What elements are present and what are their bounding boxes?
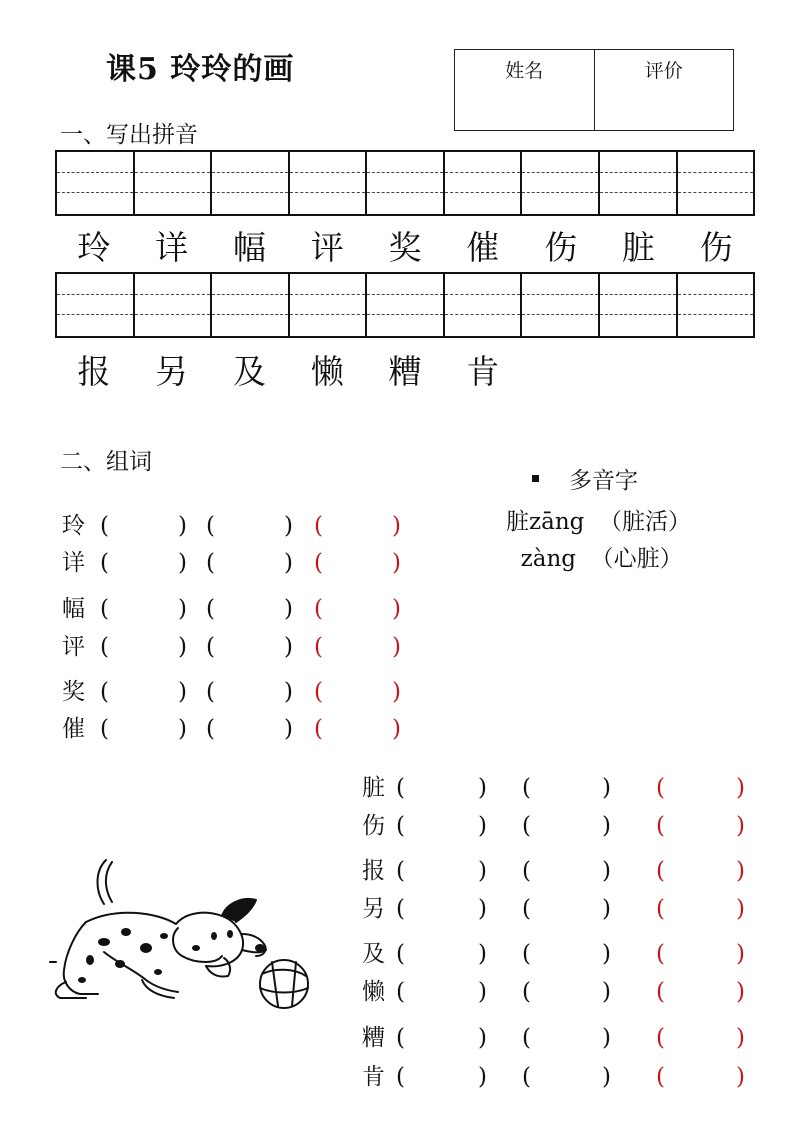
answer-paren-close-1: ) bbox=[178, 679, 187, 705]
answer-paren-close-3: ) bbox=[736, 775, 745, 801]
pinyin-target-char: 伤 bbox=[544, 228, 578, 267]
answer-blank[interactable] bbox=[324, 546, 392, 580]
empty-char-slot bbox=[599, 350, 677, 394]
answer-paren-open-3: ( bbox=[314, 513, 323, 539]
answer-paren-open-2: ( bbox=[206, 716, 215, 742]
answer-paren-open-1: ( bbox=[396, 979, 405, 1005]
word-formation-row bbox=[362, 809, 762, 843]
answer-paren-open-2: ( bbox=[206, 634, 215, 660]
word-formation-row bbox=[362, 771, 762, 805]
answer-paren-close-3: ) bbox=[736, 896, 745, 922]
answer-paren-open-3: ( bbox=[656, 979, 665, 1005]
empty-char-slot bbox=[522, 350, 600, 394]
answer-paren-close-1: ) bbox=[178, 716, 187, 742]
word-char: 及 bbox=[362, 941, 385, 967]
answer-blank[interactable] bbox=[666, 975, 736, 1009]
answer-paren-open-1: ( bbox=[100, 596, 109, 622]
answer-paren-open-1: ( bbox=[396, 1025, 405, 1051]
word-char: 幅 bbox=[62, 596, 85, 622]
word-char: 玲 bbox=[62, 513, 85, 539]
answer-blank[interactable] bbox=[406, 937, 478, 971]
answer-blank[interactable] bbox=[532, 975, 602, 1009]
answer-paren-open-3: ( bbox=[314, 679, 323, 705]
answer-blank[interactable] bbox=[216, 592, 284, 626]
pinyin-target-char: 及 bbox=[232, 352, 266, 391]
answer-paren-close-3: ) bbox=[736, 858, 745, 884]
polyphone-heading-row bbox=[532, 462, 691, 495]
answer-blank[interactable] bbox=[216, 509, 284, 543]
answer-paren-open-3: ( bbox=[656, 775, 665, 801]
answer-blank[interactable] bbox=[110, 592, 178, 626]
answer-blank[interactable] bbox=[216, 712, 284, 746]
answer-paren-open-3: ( bbox=[656, 858, 665, 884]
pinyin-target-char: 幅 bbox=[232, 228, 266, 267]
pinyin-target-char: 脏 bbox=[621, 228, 655, 267]
word-char: 肯 bbox=[362, 1064, 385, 1090]
answer-paren-open-3: ( bbox=[656, 896, 665, 922]
answer-paren-close-1: ) bbox=[178, 596, 187, 622]
answer-paren-open-2: ( bbox=[206, 679, 215, 705]
answer-paren-open-3: ( bbox=[314, 716, 323, 742]
word-formation-row bbox=[362, 854, 762, 888]
word-formation-row bbox=[62, 712, 462, 746]
pinyin-cell[interactable] bbox=[57, 152, 133, 214]
answer-paren-close-1: ) bbox=[478, 941, 487, 967]
pinyin-cell[interactable] bbox=[598, 274, 676, 336]
answer-blank[interactable] bbox=[532, 1021, 602, 1055]
pinyin-cell[interactable] bbox=[288, 274, 366, 336]
answer-blank[interactable] bbox=[532, 809, 602, 843]
answer-blank[interactable] bbox=[324, 630, 392, 664]
pinyin-cell[interactable] bbox=[598, 152, 676, 214]
pinyin-target-char: 伤 bbox=[699, 228, 733, 267]
pinyin-target-char: 报 bbox=[77, 352, 111, 391]
pinyin-target-char: 懒 bbox=[310, 352, 344, 391]
answer-blank[interactable] bbox=[406, 854, 478, 888]
answer-paren-open-3: ( bbox=[656, 941, 665, 967]
pinyin-cell[interactable] bbox=[210, 274, 288, 336]
pinyin-target-char: 奖 bbox=[388, 228, 422, 267]
polyphone-line-2: zàng （心脏） bbox=[506, 546, 683, 572]
pinyin-target-char: 另 bbox=[155, 352, 189, 391]
answer-blank[interactable] bbox=[666, 1060, 736, 1094]
answer-paren-open-3: ( bbox=[656, 1064, 665, 1090]
answer-blank[interactable] bbox=[532, 854, 602, 888]
answer-blank[interactable] bbox=[532, 937, 602, 971]
page-title: 课5 玲玲的画 bbox=[106, 52, 295, 87]
answer-paren-open-1: ( bbox=[396, 941, 405, 967]
word-char: 懒 bbox=[362, 979, 385, 1005]
pinyin-cell[interactable] bbox=[676, 274, 754, 336]
word-formation-row bbox=[62, 675, 462, 709]
answer-paren-close-3: ) bbox=[736, 941, 745, 967]
answer-paren-open-2: ( bbox=[522, 896, 531, 922]
word-char: 评 bbox=[62, 634, 85, 660]
answer-paren-close-2: ) bbox=[602, 979, 611, 1005]
answer-blank[interactable] bbox=[406, 975, 478, 1009]
answer-blank[interactable] bbox=[110, 630, 178, 664]
answer-blank[interactable] bbox=[532, 1060, 602, 1094]
name-cell[interactable] bbox=[455, 50, 594, 130]
word-char: 另 bbox=[362, 896, 385, 922]
answer-paren-close-3: ) bbox=[392, 550, 401, 576]
pinyin-cell[interactable] bbox=[443, 152, 521, 214]
pinyin-cell[interactable] bbox=[133, 152, 211, 214]
answer-paren-close-2: ) bbox=[284, 679, 293, 705]
answer-blank[interactable] bbox=[324, 675, 392, 709]
word-char: 报 bbox=[362, 858, 385, 884]
pinyin-target-char: 详 bbox=[155, 228, 189, 267]
answer-paren-close-1: ) bbox=[478, 1064, 487, 1090]
answer-paren-close-3: ) bbox=[392, 596, 401, 622]
pinyin-cell[interactable] bbox=[288, 152, 366, 214]
answer-paren-open-1: ( bbox=[100, 513, 109, 539]
answer-blank[interactable] bbox=[406, 809, 478, 843]
word-char: 脏 bbox=[362, 775, 385, 801]
pinyin-cell[interactable] bbox=[520, 152, 598, 214]
word-formation-row bbox=[362, 937, 762, 971]
answer-blank[interactable] bbox=[406, 1021, 478, 1055]
answer-paren-open-2: ( bbox=[522, 979, 531, 1005]
bullet-icon bbox=[532, 475, 539, 482]
answer-blank[interactable] bbox=[666, 771, 736, 805]
answer-paren-open-1: ( bbox=[396, 775, 405, 801]
answer-blank[interactable] bbox=[666, 1021, 736, 1055]
pinyin-target-char: 评 bbox=[310, 228, 344, 267]
answer-paren-close-2: ) bbox=[284, 634, 293, 660]
word-char: 奖 bbox=[62, 679, 85, 705]
answer-paren-close-3: ) bbox=[736, 1025, 745, 1051]
answer-paren-open-3: ( bbox=[314, 550, 323, 576]
answer-paren-close-1: ) bbox=[178, 550, 187, 576]
answer-blank[interactable] bbox=[216, 630, 284, 664]
evaluation-label: 评价 bbox=[644, 60, 683, 82]
answer-blank[interactable] bbox=[110, 675, 178, 709]
answer-paren-open-2: ( bbox=[206, 550, 215, 576]
char-row-1 bbox=[55, 226, 755, 270]
answer-paren-close-1: ) bbox=[478, 858, 487, 884]
answer-blank[interactable] bbox=[406, 771, 478, 805]
answer-paren-close-3: ) bbox=[736, 813, 745, 839]
answer-paren-close-3: ) bbox=[736, 1064, 745, 1090]
pinyin-cell[interactable] bbox=[365, 274, 443, 336]
name-label: 姓名 bbox=[505, 60, 544, 82]
answer-blank[interactable] bbox=[110, 509, 178, 543]
answer-paren-close-2: ) bbox=[284, 513, 293, 539]
answer-blank[interactable] bbox=[216, 675, 284, 709]
answer-paren-close-3: ) bbox=[392, 679, 401, 705]
dalmatian-puppy-with-ball-icon bbox=[46, 852, 316, 1022]
polyphone-line-1: 脏zāng （脏活） bbox=[506, 509, 691, 535]
answer-paren-open-2: ( bbox=[206, 513, 215, 539]
answer-blank[interactable] bbox=[324, 509, 392, 543]
answer-paren-close-2: ) bbox=[602, 1025, 611, 1051]
word-formation-row bbox=[62, 630, 462, 664]
answer-blank[interactable] bbox=[324, 592, 392, 626]
pinyin-target-char: 糟 bbox=[388, 352, 422, 391]
word-char: 催 bbox=[62, 716, 85, 742]
pinyin-cell[interactable] bbox=[676, 152, 754, 214]
word-formation-row bbox=[362, 1021, 762, 1055]
answer-paren-close-1: ) bbox=[178, 513, 187, 539]
answer-paren-close-3: ) bbox=[736, 979, 745, 1005]
answer-paren-open-1: ( bbox=[100, 550, 109, 576]
answer-paren-open-2: ( bbox=[522, 941, 531, 967]
word-char: 伤 bbox=[362, 813, 385, 839]
answer-blank[interactable] bbox=[406, 892, 478, 926]
answer-paren-open-2: ( bbox=[206, 596, 215, 622]
answer-paren-open-2: ( bbox=[522, 1025, 531, 1051]
answer-paren-open-1: ( bbox=[396, 858, 405, 884]
word-char: 糟 bbox=[362, 1025, 385, 1051]
answer-paren-open-1: ( bbox=[100, 716, 109, 742]
answer-blank[interactable] bbox=[324, 712, 392, 746]
answer-blank[interactable] bbox=[532, 771, 602, 805]
answer-paren-open-3: ( bbox=[314, 596, 323, 622]
answer-paren-close-1: ) bbox=[178, 634, 187, 660]
answer-paren-close-2: ) bbox=[284, 550, 293, 576]
answer-paren-close-2: ) bbox=[602, 775, 611, 801]
pinyin-cell[interactable] bbox=[133, 274, 211, 336]
answer-paren-open-1: ( bbox=[396, 1064, 405, 1090]
answer-paren-open-1: ( bbox=[100, 634, 109, 660]
answer-paren-open-1: ( bbox=[396, 813, 405, 839]
answer-paren-close-3: ) bbox=[392, 634, 401, 660]
answer-paren-close-1: ) bbox=[478, 896, 487, 922]
pinyin-target-char: 肯 bbox=[466, 352, 500, 391]
answer-paren-close-1: ) bbox=[478, 979, 487, 1005]
answer-paren-open-3: ( bbox=[314, 634, 323, 660]
answer-paren-close-3: ) bbox=[392, 513, 401, 539]
word-char: 详 bbox=[62, 550, 85, 576]
pinyin-grid-row-1 bbox=[55, 150, 755, 216]
answer-blank[interactable] bbox=[406, 1060, 478, 1094]
answer-paren-close-2: ) bbox=[284, 716, 293, 742]
empty-char-slot bbox=[677, 350, 755, 394]
evaluation-cell[interactable] bbox=[594, 50, 734, 130]
pinyin-cell[interactable] bbox=[443, 274, 521, 336]
pinyin-target-char: 催 bbox=[466, 228, 500, 267]
char-row-2 bbox=[55, 350, 755, 394]
pinyin-cell[interactable] bbox=[210, 152, 288, 214]
pinyin-cell[interactable] bbox=[520, 274, 598, 336]
answer-blank[interactable] bbox=[666, 809, 736, 843]
answer-paren-close-1: ) bbox=[478, 1025, 487, 1051]
answer-blank[interactable] bbox=[110, 546, 178, 580]
answer-paren-close-3: ) bbox=[392, 716, 401, 742]
polyphone-heading: 多音字 bbox=[569, 468, 638, 494]
answer-paren-open-2: ( bbox=[522, 858, 531, 884]
polyphone-note bbox=[506, 462, 691, 573]
answer-blank[interactable] bbox=[532, 892, 602, 926]
answer-paren-close-1: ) bbox=[478, 813, 487, 839]
answer-paren-open-2: ( bbox=[522, 1064, 531, 1090]
answer-paren-close-2: ) bbox=[602, 813, 611, 839]
pinyin-cell[interactable] bbox=[57, 274, 133, 336]
section-2-heading: 二、组词 bbox=[60, 449, 152, 475]
answer-paren-open-3: ( bbox=[656, 813, 665, 839]
answer-paren-close-2: ) bbox=[284, 596, 293, 622]
section-1-heading: 一、写出拼音 bbox=[60, 122, 198, 148]
word-formation-row bbox=[62, 592, 462, 626]
answer-paren-open-1: ( bbox=[396, 896, 405, 922]
answer-blank[interactable] bbox=[666, 937, 736, 971]
word-formation-row bbox=[362, 1060, 762, 1094]
pinyin-cell[interactable] bbox=[365, 152, 443, 214]
word-formation-row bbox=[362, 892, 762, 926]
word-formation-row bbox=[62, 509, 462, 543]
answer-paren-close-2: ) bbox=[602, 858, 611, 884]
answer-paren-close-2: ) bbox=[602, 1064, 611, 1090]
pinyin-grid-row-2 bbox=[55, 272, 755, 338]
answer-paren-close-2: ) bbox=[602, 941, 611, 967]
answer-blank[interactable] bbox=[216, 546, 284, 580]
word-formation-row bbox=[62, 546, 462, 580]
answer-paren-close-2: ) bbox=[602, 896, 611, 922]
score-box bbox=[454, 49, 734, 131]
answer-paren-open-3: ( bbox=[656, 1025, 665, 1051]
answer-paren-close-1: ) bbox=[478, 775, 487, 801]
answer-paren-open-1: ( bbox=[100, 679, 109, 705]
answer-paren-open-2: ( bbox=[522, 813, 531, 839]
pinyin-target-char: 玲 bbox=[77, 228, 111, 267]
answer-blank[interactable] bbox=[666, 854, 736, 888]
answer-blank[interactable] bbox=[110, 712, 178, 746]
answer-blank[interactable] bbox=[666, 892, 736, 926]
word-formation-row bbox=[362, 975, 762, 1009]
answer-paren-open-2: ( bbox=[522, 775, 531, 801]
